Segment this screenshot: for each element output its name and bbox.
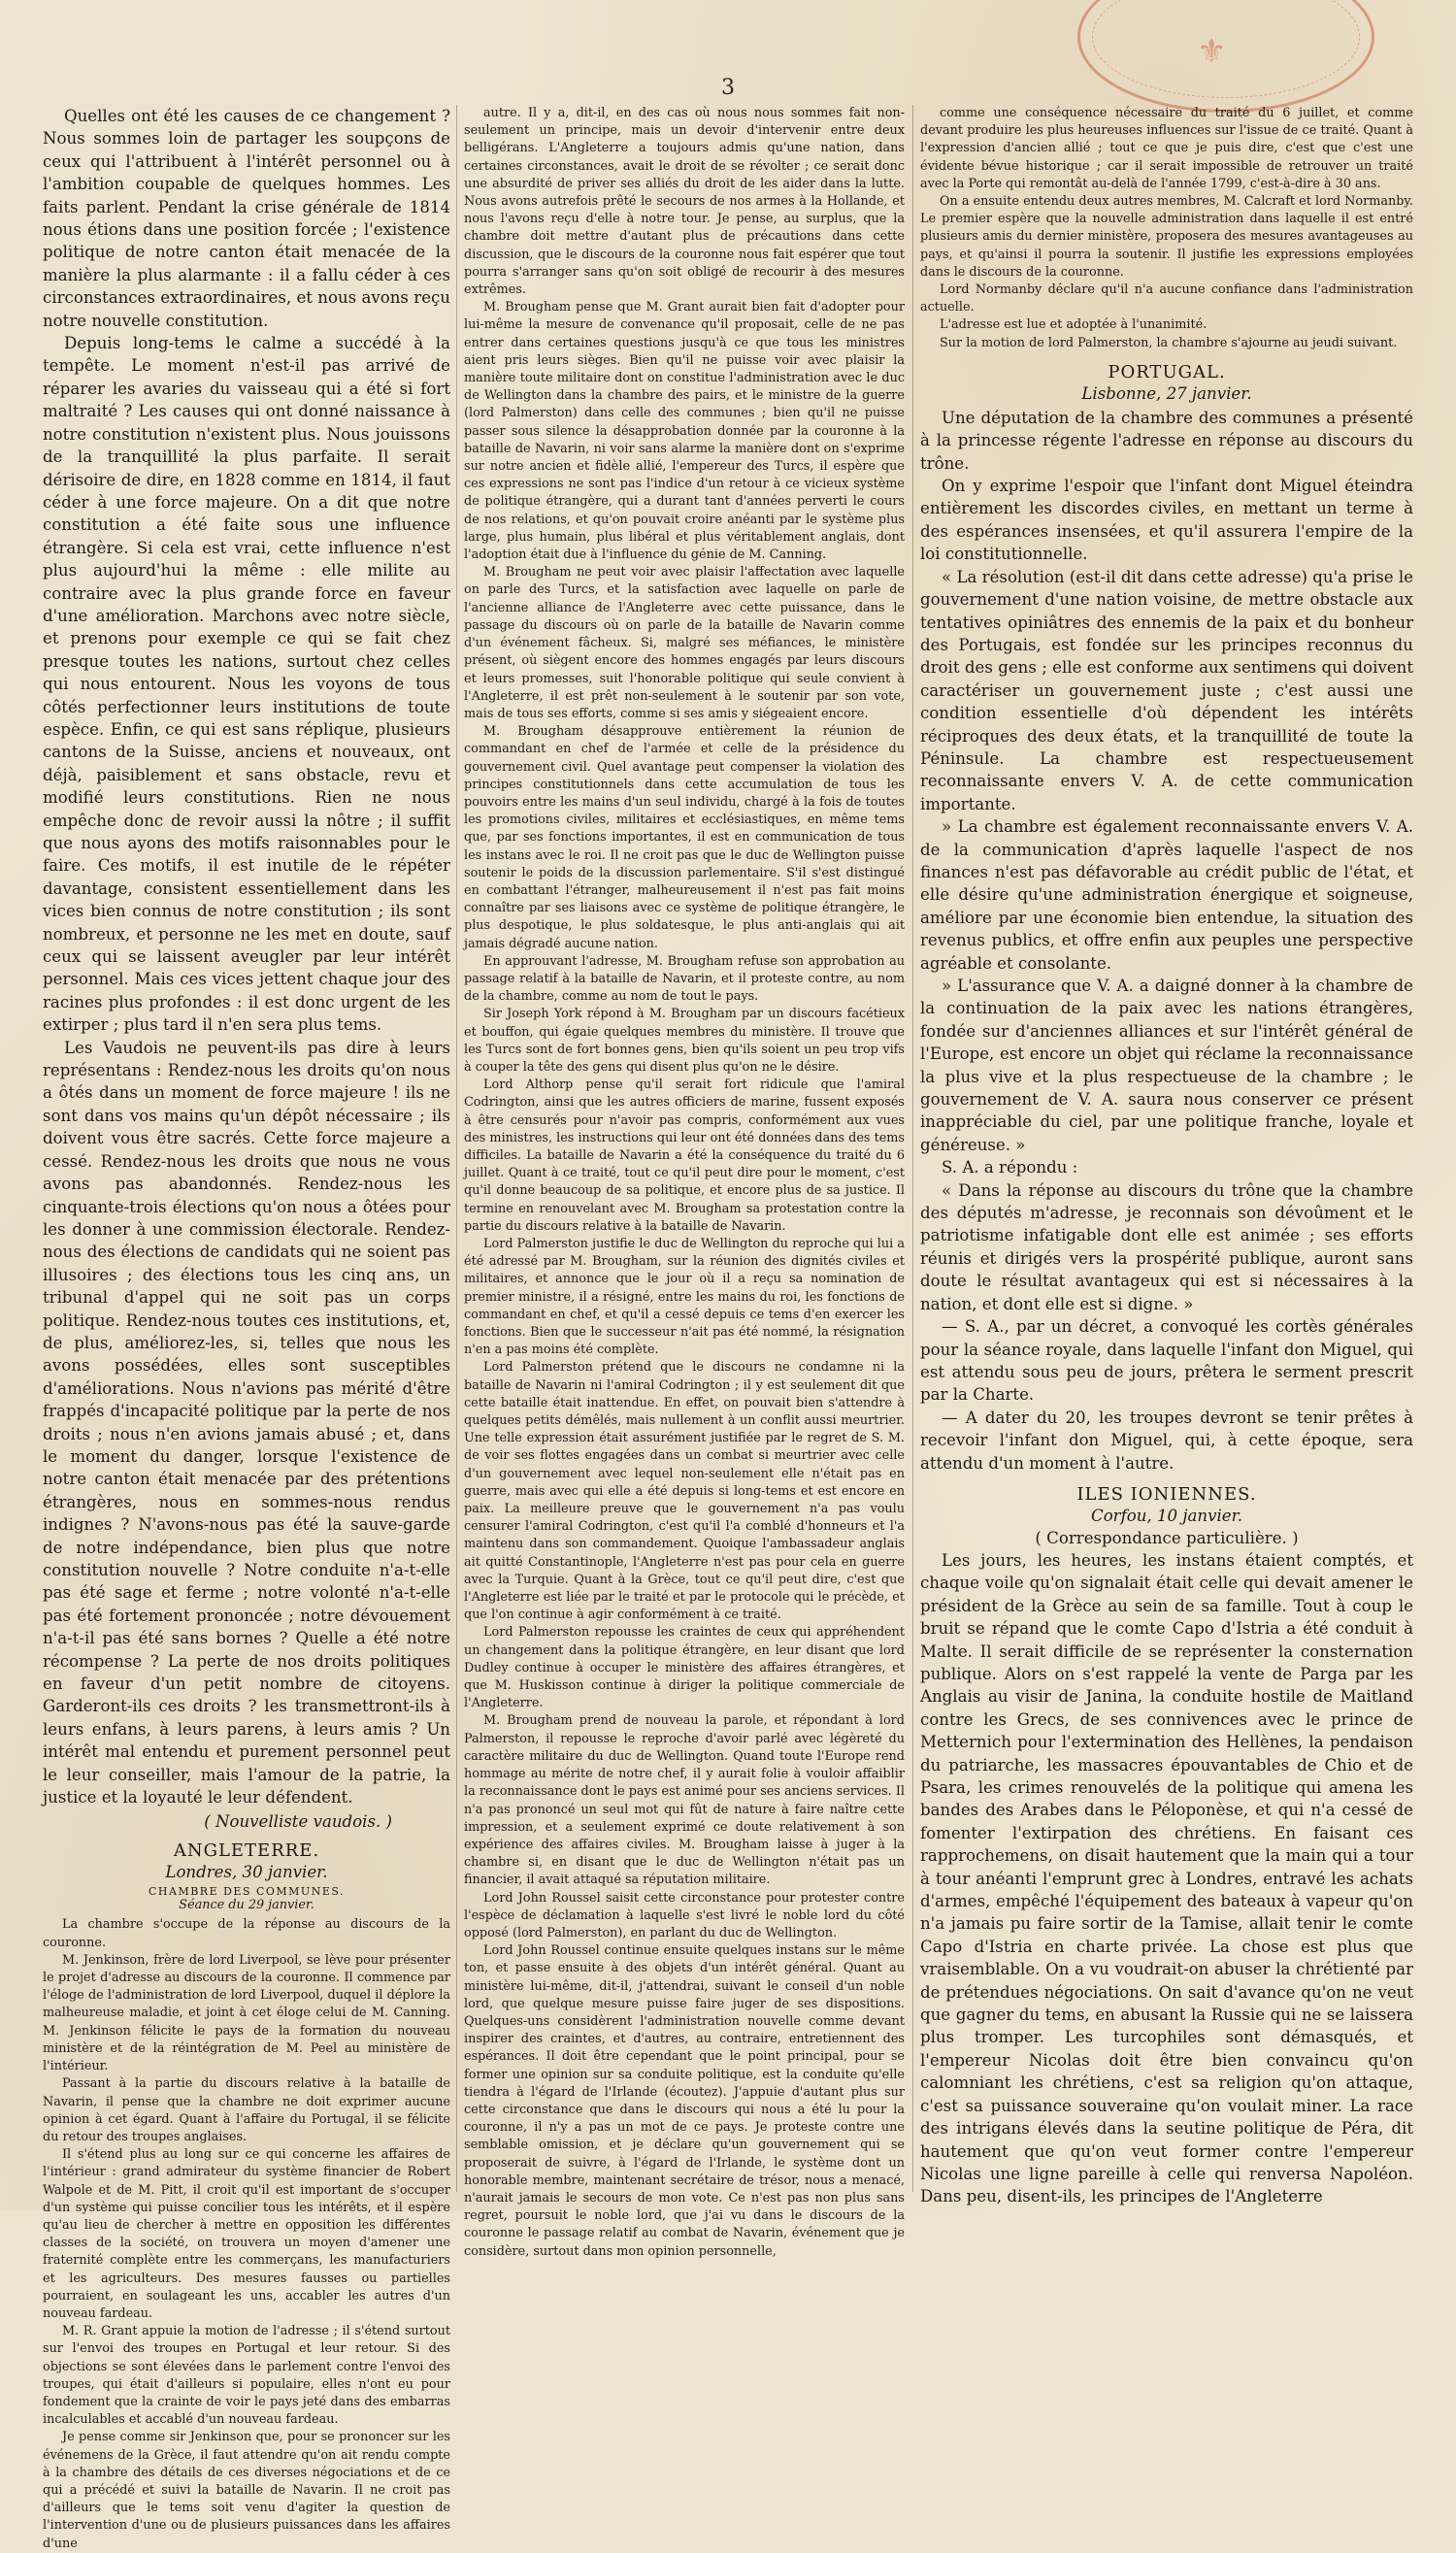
paragraph: comme une conséquence nécessaire du traité du 6 juillet, et comme devant produire les plus heureuses influences sur l'issue de ce traité. Quant à l'expression d'ancien allié ; tout ce que je puis dire, c'est que c'est une évidente bévue historique ; car il serait impossible de retrouver un traité avec la Porte qui remontât au-delà de l'année 1799, c'est-à-dire à 30 ans.: [920, 106, 1413, 191]
paragraph: S. A. a répondu :: [942, 1158, 1078, 1177]
dateline: Lisbonne, 27 janvier.: [1081, 383, 1252, 403]
paragraph: Sur la motion de lord Palmerston, la chambre s'ajourne au jeudi suivant.: [940, 335, 1398, 350]
correspondence-note: ( Correspondance particulière. ): [1035, 1528, 1299, 1547]
paragraph: Lord John Roussel continue ensuite quelques instans sur le même ton, et passe ensuite à des objets d'un intérêt général. Quant au ministère lui-même, dit-il, j'attendrai, suivant le conseil d'un noble lord, que quelque mesure puisse faire juger de ses dispositions. Quelques-uns considèrent l'administration nouvelle comme devant inspirer des craintes, et d'autres, au contraire, entretiennent des espérances. Il doit être cependant que le point principal, pour se former une opinion sur sa conduite politique, est la conduite qu'elle tiendra à l'égard de l'Irlande (écoutez). J'appuie d'autant plus sur cette circonstance que dans le discours qui nous a été lu pour la couronne, il n'y a pas un mot de ce pays. Je proteste contre une semblable omission, et je déclare qu'un gouvernement qui se proposerait de suivre, à l'égard de l'Irlande, le système dont un honorable membre, maintenant secrétaire de trésor, nous a menacé, n'aurait jamais le secours de mon vote. Ce n'est pas non plus sans regret, poursuit le noble lord, que j'ai vu dans le discours de la couronne le passage relatif au combat de Navarin, événement que je considère, surtout dans mon opinion personnelle,: [464, 1943, 905, 2259]
paragraph: M. Jenkinson, frère de lord Liverpool, se lève pour présenter le projet d'adresse au discours de la couronne. Il commence par l'éloge de l'administration de lord Liverpool, duquel il déplore la malheureuse maladie, et joint à cet éloge celui de M. Canning. M. Jenkinson félicite le pays de la formation du nouveau ministère et de la réintégration de M. Peel au ministère de l'intérieur.: [43, 1952, 450, 2074]
paragraph: « La résolution (est-il dit dans cette adresse) qu'a prise le gouvernement d'une nation voisine, de mettre obstacle aux tentatives opiniâtres des ennemis de la paix et du bonheur des Portugais, est fondée sur les principes reconnus du droit des gens ; elle est conforme aux sentimens qui doivent caractériser un gouvernement juste ; c'est aussi une condition essentielle d'où dépendent les intérêts réciproques des deux états, et la tranquillité de toute la Péninsule. La chambre est respectueusement reconnaissante envers V. A. de cette communication importante.: [920, 567, 1413, 813]
paragraph: L'adresse est lue et adoptée à l'unanimité.: [940, 317, 1208, 333]
paragraph: M. Brougham pense que M. Grant aurait bien fait d'adopter pour lui-même la mesure de convenance qu'il proposait, celle de ne pas entrer dans certaines questions jusqu'à ce que tous les ministres aient pris leurs sièges. Bien qu'il ne puisse voir avec plaisir la manière toute militaire dont on constitue l'administration avec le duc de Wellington dans la chambre des pairs, et le ministre de la guerre (lord Palmerston) dans celle des communes ; bien qu'il ne puisse passer sous silence la désapprobation donnée par la couronne à la bataille de Navarin, ni voir sans alarme la manière dont on s'exprime sur notre ancien et fidèle allié, l'empereur des Turcs, il espère que ces expressions ne sont pas l'indice d'un retour à ce vicieux système de politique étrangère, qui a durant tant d'années perverti le cours de nos relations, et qu'on pouvait croire anéanti par le système plus large, plus humain, plus libéral et plus véritablement anglais, dont l'adoption était due à l'influence du génie de M. Canning.: [464, 300, 905, 563]
section-title-england: ANGLETERRE.: [173, 1840, 320, 1862]
paragraph: La chambre s'occupe de la réponse au discours de la couronne.: [43, 1917, 450, 1950]
dateline: Corfou, 10 janvier.: [1091, 1506, 1242, 1525]
paragraph: — S. A., par un décret, a convoqué les cortès générales pour la séance royale, dans laquelle l'infant don Miguel, qui est attendu sous peu de jours, prêtera le serment prescrit par la Charte.: [920, 1317, 1413, 1405]
paragraph: — A dater du 20, les troupes devront se tenir prêtes à recevoir l'infant don Miguel, qui, à cette époque, sera attendu d'un moment à l'autre.: [920, 1408, 1413, 1473]
paragraph: Lord Palmerston prétend que le discours ne condamne ni la bataille de Navarin ni l'amiral Codrington ; il y est seulement dit que cette bataille était inattendue. En effet, on pouvait bien s'attendre à quelques petits démêlés, mais nullement à un conflit aussi meurtrier. Une telle expression était assurément justifiée par le regret de S. M. de voir ses flottes engagées dans un combat si meurtrier avec celle d'un gouvernement avec lequel non-seulement elle n'était pas en guerre, mais avec qui elle a été depuis si long-tems et est encore en paix. La meilleure preuve que le gouvernement n'a pas voulu censurer l'amiral Codrington, c'est qu'il l'a comblé d'honneurs et l'a maintenu dans son commandement. Quoique l'ambassadeur anglais ait quitté Constantinople, l'Angleterre n'est pas pour cela en guerre avec la Turquie. Quant à la Grèce, tout ce qu'il peut dire, c'est que l'Angleterre est liée par le traité et par le protocole qui le précède, et que l'on continue à agir conformément à ce traité.: [464, 1360, 905, 1623]
paragraph: En approuvant l'adresse, M. Brougham refuse son approbation au passage relatif à la bataille de Navarin, et il proteste contre, au nom de la chambre, comme au nom de tout le pays.: [464, 953, 905, 1005]
paragraph: Je pense comme sir Jenkinson que, pour se prononcer sur les événemens de la Grèce, il faut attendre qu'on ait rendu compte à la chambre des détails de ces diverses négociations et de ce qui a précédé et suivi la bataille de Navarin. Il ne croit pas d'ailleurs que le tems soit venu d'agiter la question de l'intervention d'une ou de plusieurs puissances dans les affaires d'une: [43, 2430, 450, 2551]
paragraph: M. Brougham prend de nouveau la parole, et répondant à lord Palmerston, il repousse le reproche d'avoir parlé avec légèreté du caractère militaire du duc de Wellington. Quand toute l'Europe rend hommage au mérite de notre chef, il y aurait folie à vouloir affaiblir la reconnaissance dont le pays est animé pour ses anciens services. Il n'a pas prononcé un seul mot qui fût de nature à faire naître cette impression, et a seulement exprimé ce doute relativement à son expérience des affaires civiles. M. Brougham laisse à juger à la chambre si, en disant que le duc de Wellington n'était pas un financier, il avait attaqué sa réputation militaire.: [464, 1713, 905, 1888]
paragraph: Les Vaudois ne peuvent-ils pas dire à leurs représentans : Rendez-nous les droits qu'on nous a ôtés dans un moment de force majeure ! ils ne sont dans vos mains qu'un dépôt nécessaire ; ils doivent vous être sacrés. Cette force majeure a cessé. Rendez-nous les droits que nous ne vous avons pas abandonnés. Rendez-nous les cinquante-trois élections qu'on nous a ôtées pour les donner à une commission électorale. Rendez-nous des élections de candidats qui ne soient pas illusoires ; des élections tous les cinq ans, un tribunal d'appel qui ne soit pas un corps politique. Rendez-nous toutes ces institutions, et, de plus, améliorez-les, si, telles que nous les avons possédées, elles sont susceptibles d'améliorations. Nous n'avions pas mérité d'être frappés d'incapacité politique par la perte de nos droits ; nous n'en avions jamais abusé ; et, dans le moment du danger, lorsque l'existence de notre canton était menacée par des prétentions étrangères, nous en sommes-nous rendus indignes ? N'avons-nous pas été la sauve-garde de notre indépendance, bien plus que notre constitution nouvelle ? Notre conduite n'a-t-elle pas été sage et ferme ; notre volonté n'a-t-elle pas été fortement prononcée ; notre dévouement n'a-t-il pas été sans bornes ? Quelle a été notre récompense ? La perte de nos droits politiques en faveur d'un petit nombre de citoyens. Garderont-ils ces droits ? les transmettront-ils à leurs enfans, à leurs parens, à leurs amis ? Un intérêt mal entendu et purement personnel peut le leur conseiller, mais l'amour de la patrie, la justice et la loyauté le leur défendent.: [43, 1038, 450, 1807]
paragraph: M. Brougham ne peut voir avec plaisir l'affectation avec laquelle on parle des Turcs, et la satisfaction avec laquelle on parle de l'ancienne alliance de l'Angleterre avec cette puissance, dans le passage du discours où on parle de la bataille de Navarin comme d'un événement fâcheux. Si, malgré ses méfiances, le ministère présent, où siègent encore des hommes engagés par leurs discours et leurs promesses, suit l'honorable politique qui seule convient à l'Angleterre, il est prêt non-seulement à le soutenir par son vote, mais de tous ses efforts, comme si ses amis y siégeaient encore.: [464, 565, 905, 721]
paragraph: Quelles ont été les causes de ce changement ? Nous sommes loin de partager les soupçons de ceux qui l'attribuent à l'intérêt personnel ou à l'ambition coupable de quelques hommes. Les faits parlent. Pendant la crise générale de 1814 nous étions dans une position forcée ; l'existence politique de notre canton était menacée de la manière la plus alarmante : il a fallu céder à ces circonstances extraordinaires, et nous avons reçu notre nouvelle constitution.: [43, 107, 450, 330]
column-left: [43, 105, 450, 2551]
paragraph: Lord Normanby déclare qu'il n'a aucune confiance dans l'administration actuelle.: [920, 282, 1413, 315]
paragraph: Lord Althorp pense qu'il serait fort ridicule que l'amiral Codrington, ainsi que les autres officiers de marine, fussent exposés à être censurés pour n'avoir pas compris, conformément aux vues des ministres, les instructions qui leur ont été données dans des tems difficiles. La bataille de Navarin a été la conséquence du traité du 6 juillet. Quant à ce traité, tout ce qu'il peut dire pour le moment, c'est qu'il donne beaucoup de sa politique, et encore plus de sa justice. Il termine en renouvelant avec M. Brougham sa protestation contre la partie du discours relative à la bataille de Navarin.: [464, 1078, 905, 1234]
paragraph: » L'assurance que V. A. a daigné donner à la chambre de la continuation de la paix avec les nations étrangères, fondée sur d'anciennes alliances et sur l'intérêt général de l'Europe, est encore un objet qui réclame la reconnaissance la plus vive et la plus respectueuse de la chambre ; le gouvernement de V. A. saura nous conserver ce présent inappréciable du ciel, par une politique franche, loyale et généreuse. »: [920, 977, 1413, 1154]
paragraph: « Dans la réponse au discours du trône que la chambre des députés m'adresse, je reconnais son dévoûment et le patriotisme infatigable dont elle est animée ; ses efforts réunis et dirigés vers la prospérité publique, auront sans doute le résultat avantageux qui est si nécessaires à la nation, et dont elle est si digne. »: [920, 1180, 1413, 1313]
column-middle: [464, 105, 905, 2259]
paragraph: M. Brougham désapprouve entièrement la réunion de commandant en chef de l'armée et celle de la présidence du gouvernement civil. Quel avantage peut compenser la violation des principes constitutionnels dans cette accumulation de tous les pouvoirs entre les mains d'un seul individu, chargé à la fois de toutes les promotions civiles, militaires et ecclésiastiques, en même tems que, par ses fonctions importantes, il est en communication de tous les instans avec le roi. Il ne croit pas que le duc de Wellington puisse soutenir le poids de la discussion parlementaire. S'il s'est distingué en combattant l'étranger, malheureusement il n'est pas fait moins connaître par ses liaisons avec ce système de politique étrangère, le plus despotique, le plus soldatesque, le plus anti-anglais qui ait jamais dégradé aucune nation.: [464, 724, 905, 951]
column-right: [920, 105, 1413, 2206]
paragraph: autre. Il y a, dit-il, en des cas où nous nous sommes fait non-seulement un principe, mais un devoir d'intervenir entre deux belligérans. L'Angleterre a toujours admis qu'une nation, dans certaines circonstances, avait le droit de se révolter ; ce serait donc une absurdité de priver ses alliés du droit de les aider dans la lutte. Nous avons autrefois prêté le secours de nos armes à la Hollande, et nous l'avons reçu d'elle à notre tour. Je pense, au surplus, que la chambre doit mettre d'autant plus de précautions dans cette discussion, que le discours de la couronne nous fait espérer que tout pourra s'arranger sans qu'on soit obligé de recourir à des mesures extrêmes.: [464, 106, 905, 298]
column-rule: [912, 105, 913, 2192]
paragraph: Les jours, les heures, les instans étaient comptés, et chaque voile qu'on signalait était celle qui devait amener le président de la Grèce au sein de sa famille. Tout à coup le bruit se répand que le comte Capo d'Istria a été conduit à Malte. Il serait difficile de se représenter la consternation publique. Alors on s'est rappelé la vente de Parga par les Anglais au visir de Janina, la conduite hostile de Maitland contre les Grecs, de ses connivences avec le prince de Metternich pour l'extermination des Hellènes, la pendaison du patriarche, les massacres épouvantables de Chio et de Psara, les crimes renouvelés de la politique qui amena les bandes des Arabes dans le Péloponèse, et qui n'a cessé de fomenter l'extirpation des chrétiens. En faisant ces rapprochemens, on disait hautement que la main qui a tour à tour anéanti l'emprunt grec à Londres, entravé les achats d'armes, empêché l'équipement des bateaux à vapeur qu'on n'a jamais pu faire sortir de la Tamise, allait tenir le comte Capo d'Istria en charte privée. La chose est plus que vraisemblable. On a vu voudrait-on abuser la chrétienté par de prétendues négociations. On sait d'avance qu'on ne veut que gagner du tems, en abusant la Russie qui ne se laissera plus tromper. Les turcophiles sont démasqués, et l'empereur Nicolas doit être bien convaincu qu'on calomniant les chrétiens, c'est sa religion qu'on attaque, c'est sa puissance souveraine qu'on voulait miner. La race des intrigans élevés dans la seutine politique de Péra, dit hautement que qu'on veut former contre l'empereur Nicolas une ligne pareille à celle qui renversa Napoléon. Dans peu, disent-ils, les principes de l'Angleterre: [920, 1550, 1413, 2206]
section-title-ionian-islands: ILES IONIENNES.: [1076, 1483, 1257, 1505]
column-rule: [456, 105, 457, 2192]
paragraph: M. R. Grant appuie la motion de l'adresse ; il s'étend surtout sur l'envoi des troupes en Portugal et leur retour. Si des objections se sont élevées dans le parlement contre l'envoi des troupes, qui était d'ailleurs si populaire, elles n'ont eu pour fondement que la crainte de voir le pays jeté dans des embarras incalculables et accablé d'un nouveau fardeau.: [43, 2324, 450, 2428]
chamber-heading: CHAMBRE DES COMMUNES.: [148, 1885, 346, 1899]
section-title-portugal: PORTUGAL.: [1108, 361, 1226, 382]
session-date: Séance du 29 janvier.: [179, 1898, 314, 1913]
fleur-de-lis-icon: ⚜: [1197, 32, 1227, 71]
paragraph: Une députation de la chambre des communes a présenté à la princesse régente l'adresse en réponse au discours du trône.: [920, 408, 1413, 473]
paragraph: On y exprime l'espoir que l'infant dont Miguel éteindra entièrement les discordes civiles, en mettant un terme à des espérances insensées, et qu'il assurera l'empire de la loi constitutionnelle.: [920, 477, 1413, 564]
source-signature: ( Nouvelliste vaudois. ): [204, 1812, 392, 1832]
paragraph: On a ensuite entendu deux autres membres, M. Calcraft et lord Normanby. Le premier espère que la nouvelle administration dans laquelle il est entré plusieurs amis du dernier ministère, proposera des mesures avantageuses au pays, et qu'ainsi il pourra la soutenir. Il justifie les expressions employées dans le discours de la couronne.: [920, 194, 1413, 280]
dateline: Londres, 30 janvier.: [165, 1863, 328, 1882]
paragraph: Lord John Roussel saisit cette circonstance pour protester contre l'espèce de déclamation à laquelle s'est livré le noble lord du côté opposé (lord Palmerston), en parlant du duc de Wellington.: [464, 1890, 905, 1940]
paragraph: Depuis long-tems le calme a succédé à la tempête. Le moment n'est-il pas arrivé de réparer les avaries du vaisseau qui a été si fort maltraité ? Les causes qui ont donné naissance à notre constitution n'existent plus. Nous jouissons de la tranquillité la plus parfaite. Il serait dérisoire de dire, en 1828 comme en 1814, il faut céder à une force majeure. On a dit que notre constitution a été faite sous une influence étrangère. Si cela est vrai, cette influence n'est plus aujourd'hui la même : elle milite au contraire avec la plus grande force en faveur d'une amélioration. Marchons avec notre siècle, et prenons pour exemple ce qui se fait chez presque toutes les nations, surtout chez celles qui nous entourent. Nous les voyons de tous côtés perfectionner leurs institutions de toute espèce. Enfin, ce qui est sans réplique, plusieurs cantons de la Suisse, anciens et nouveaux, ont déjà, paisiblement et sans obstacle, revu et modifié leurs constitutions. Rien ne nous empêche donc de revoir aussi la nôtre ; il suffit que nous ayons des motifs raisonnables pour le faire. Ces motifs, il est inutile de le répéter davantage, consistent essentiellement dans les vices bien connus de notre constitution ; ils sont nombreux, et personne ne les met en doute, sauf ceux qui se laissent aveugler par leur intérêt personnel. Mais ces vices jettent chaque jour des racines plus profondes : il est donc urgent de les extirper ; plus tard il n'en sera plus tems.: [43, 334, 450, 1035]
paragraph: » La chambre est également reconnaissante envers V. A. de la communication d'après laquelle l'aspect de nos finances n'est pas défavorable au crédit public de l'état, et elle désire qu'une administration énergique et soigneuse, améliore par une économie bien entendue, la situation des revenus publics, et offre enfin aux peuples une perspective agréable et consolante.: [920, 817, 1413, 973]
paragraph: Passant à la partie du discours relative à la bataille de Navarin, il pense que la chambre ne doit exprimer aucune opinion à cet égard. Quant à l'affaire du Portugal, il se félicite du retour des troupes anglaises.: [43, 2076, 450, 2144]
paragraph: Il s'étend plus au long sur ce qui concerne les affaires de l'intérieur : grand admirateur du système financier de Robert Walpole et de M. Pitt, il croit qu'il est important de s'occuper d'un système qui puisse concilier tous les intérêts, et il espère qu'au lieu de chercher à mettre en opposition les différentes classes de la société, on trouvera un moyen d'amener une fraternité complète entre les commerçans, les manufacturiers et les agriculteurs. Des mesures fausses ou partielles pourraient, en soulageant les uns, accabler les autres d'un nouveau fardeau.: [43, 2147, 450, 2321]
paragraph: Lord Palmerston justifie le duc de Wellington du reproche qui lui a été adressé par M. Brougham, sur la réunion des dignités civiles et militaires, et annonce que le jour où il a reçu sa nomination de premier ministre, il a résigné, entre les mains du roi, les fonctions de commandant en chef, et qu'il a cessé depuis ce tems d'en exercer les fonctions. Bien que le successeur n'ait pas été nommé, la résignation n'en a pas moins été complète.: [464, 1237, 905, 1358]
paragraph: Sir Joseph York répond à M. Brougham par un discours facétieux et bouffon, qui égaie quelques membres du ministère. Il trouve que les Turcs sont de fort bonnes gens, bien qu'ils soient un peu trop vifs à couper la tête des gens qui disent plus qu'on ne le désire.: [464, 1007, 905, 1075]
paragraph: Lord Palmerston repousse les craintes de ceux qui appréhendent un changement dans la politique étrangère, en leur disant que lord Dudley continue à occuper le ministère des affaires étrangères, et que M. Huskisson continue à diriger la politique commerciale de l'Angleterre.: [464, 1625, 905, 1711]
page-number: 3: [721, 76, 735, 100]
